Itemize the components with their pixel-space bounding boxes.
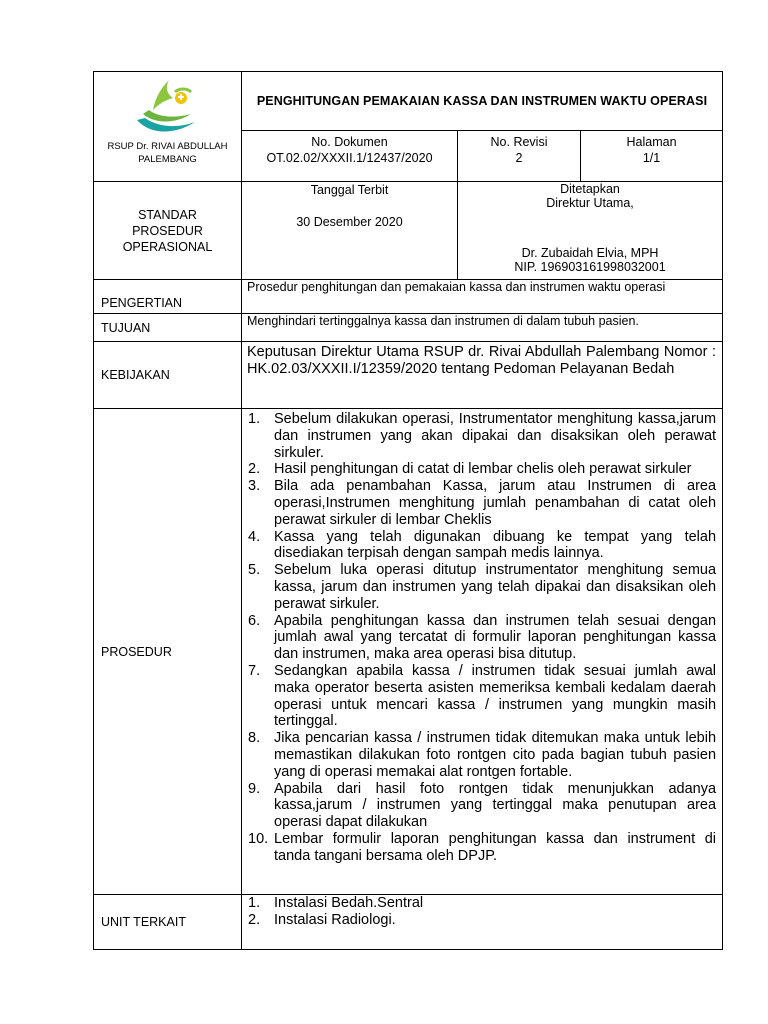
pengertian-text: Prosedur penghitungan dan pemakaian kassa dan instrumen waktu operasi [242, 280, 723, 314]
prosedur-cell [242, 409, 723, 895]
prosedur-step-number: 2. [248, 461, 261, 478]
prosedur-label: PROSEDUR [94, 409, 242, 895]
revision-label: No. Revisi [490, 135, 548, 149]
prosedur-step-number: 1. [248, 411, 261, 427]
page-value: 1/1 [642, 151, 661, 165]
revision-cell [458, 131, 581, 182]
prosedur-step-number: 3. [248, 478, 261, 495]
prosedur-step [248, 478, 716, 528]
prosedur-step-text: Apabila penghitungan kassa dan instrumen telah sesuai dengan jumlah awal yang tercatat di formulir laporan penghitungan kassa dan instrumen, maka area operasi bisa ditutup. [274, 612, 717, 663]
doc-number-value: OT.02.02/XXXII.1/12437/2020 [266, 151, 433, 165]
approved-label: Ditetapkan [560, 182, 620, 196]
signatory-name: Dr. Zubaidah Elvia, MPH [521, 246, 659, 260]
prosedur-step [248, 529, 716, 563]
prosedur-list [248, 411, 716, 865]
prosedur-step-text: Sebelum luka operasi ditutup instrumentator menghitung semua kassa, jarum dan instrumen yang telah dipakai dan disaksikan oleh perawat sirkuler. [274, 562, 717, 612]
prosedur-step-text: Sebelum dilakukan operasi, Instrumentator menghitung kassa,jarum dan instrumen yang akan dipakai dan disaksikan oleh perawat sirkuler. [274, 411, 717, 461]
prosedur-step [248, 461, 716, 478]
prosedur-step-text: Lembar formulir laporan penghitungan kassa dan instrument di tanda tangani bersama oleh DPJP. [274, 830, 717, 864]
hospital-logo-icon [129, 74, 207, 140]
tujuan-text: Menghindari tertinggalnya kassa dan instrumen di dalam tubuh pasien. [242, 314, 723, 342]
sop-table [93, 71, 723, 950]
prosedur-step-text: Kassa yang telah digunakan dibuang ke tempat yang telah disediakan terpisah dengan sampah medis lainnya. [274, 528, 717, 562]
document-title: PENGHITUNGAN PEMAKAIAN KASSA DAN INSTRUMEN WAKTU OPERASI [242, 72, 723, 131]
kebijakan-text: Keputusan Direktur Utama RSUP dr. Rivai Abdullah Palembang Nomor : HK.02.03/XXXII.I/12359/2020 tentang Pedoman Pelayanan Bedah [242, 342, 723, 409]
unit-terkait-cell [242, 895, 723, 950]
issue-date-cell [242, 182, 458, 280]
unit-terkait-label: UNIT TERKAIT [94, 895, 242, 950]
approval-cell [458, 182, 723, 280]
hospital-name-line2: PALEMBANG [138, 154, 197, 165]
prosedur-step-text: Hasil penghitungan di catat di lembar chelis oleh perawat sirkuler [274, 461, 692, 478]
revision-value: 2 [515, 151, 523, 165]
unit-item-number: 1. [248, 895, 261, 911]
prosedur-step-number: 10. [248, 830, 269, 847]
sop-label-line2: PROSEDUR [132, 223, 203, 238]
hospital-logo-cell [94, 72, 242, 182]
signatory-nip: NIP. 196903161998032001 [514, 260, 666, 274]
page-label: Halaman [626, 135, 677, 149]
prosedur-step-text: Sedangkan apabila kassa / instrumen tidak sesuai jumlah awal maka operator beserta asisten memeriksa kembali kedalam daerah operasi untuk mencari kassa / instrumen yang mungkin masih tertinggal. [274, 662, 717, 730]
prosedur-step [248, 562, 716, 612]
page-number-cell [581, 131, 723, 182]
prosedur-step-number: 6. [248, 612, 261, 629]
prosedur-step-text: Apabila dari hasil foto rontgen tidak menunjukkan adanya kassa,jarum / instrumen yang tertinggal maka penutupan area operasi dapat dilakukan [274, 780, 717, 831]
prosedur-step-number: 8. [248, 730, 261, 747]
doc-number-cell [242, 131, 458, 182]
sop-label-line3: OPERASIONAL [122, 239, 213, 254]
prosedur-step [248, 663, 716, 730]
doc-number-label: No. Dokumen [311, 135, 388, 149]
sop-label-line1: STANDAR [138, 207, 197, 222]
prosedur-step-number: 7. [248, 662, 261, 679]
unit-item [248, 895, 716, 912]
unit-item-text: Instalasi Radiologi. [274, 911, 396, 928]
kebijakan-label: KEBIJAKAN [94, 342, 242, 409]
unit-item [248, 912, 716, 929]
tujuan-label: TUJUAN [94, 314, 242, 342]
prosedur-step-text: Jika pencarian kassa / instrumen tidak ditemukan maka untuk lebih memastikan dilakukan foto rontgen cito pada bagian tubuh pasien yang di operasi memakai alat rontgen fortable. [274, 730, 717, 780]
hospital-name [94, 140, 241, 166]
sop-label-cell [94, 182, 242, 280]
pengertian-label: PENGERTIAN [94, 280, 242, 314]
issue-date-value: 30 Desember 2020 [296, 215, 403, 229]
prosedur-step [248, 613, 716, 663]
prosedur-step [248, 411, 716, 461]
prosedur-step [248, 781, 716, 831]
issue-date-label: Tanggal Terbit [310, 183, 389, 197]
prosedur-step-number: 9. [248, 780, 261, 797]
prosedur-step-number: 5. [248, 562, 261, 579]
hospital-name-line1: RSUP Dr. RIVAI ABDULLAH [107, 141, 228, 152]
approved-by: Direktur Utama, [546, 196, 634, 210]
unit-item-number: 2. [248, 911, 261, 928]
unit-terkait-list [248, 895, 716, 929]
prosedur-step [248, 831, 716, 865]
unit-item-text: Instalasi Bedah.Sentral [274, 895, 424, 911]
prosedur-step-text: Bila ada penambahan Kassa, jarum atau Instrumen di area operasi,Instrumen menghitung jumlah penambahan di catat oleh perawat sirkuler di lembar Cheklis [274, 478, 717, 528]
prosedur-step-number: 4. [248, 528, 261, 545]
prosedur-step [248, 730, 716, 780]
